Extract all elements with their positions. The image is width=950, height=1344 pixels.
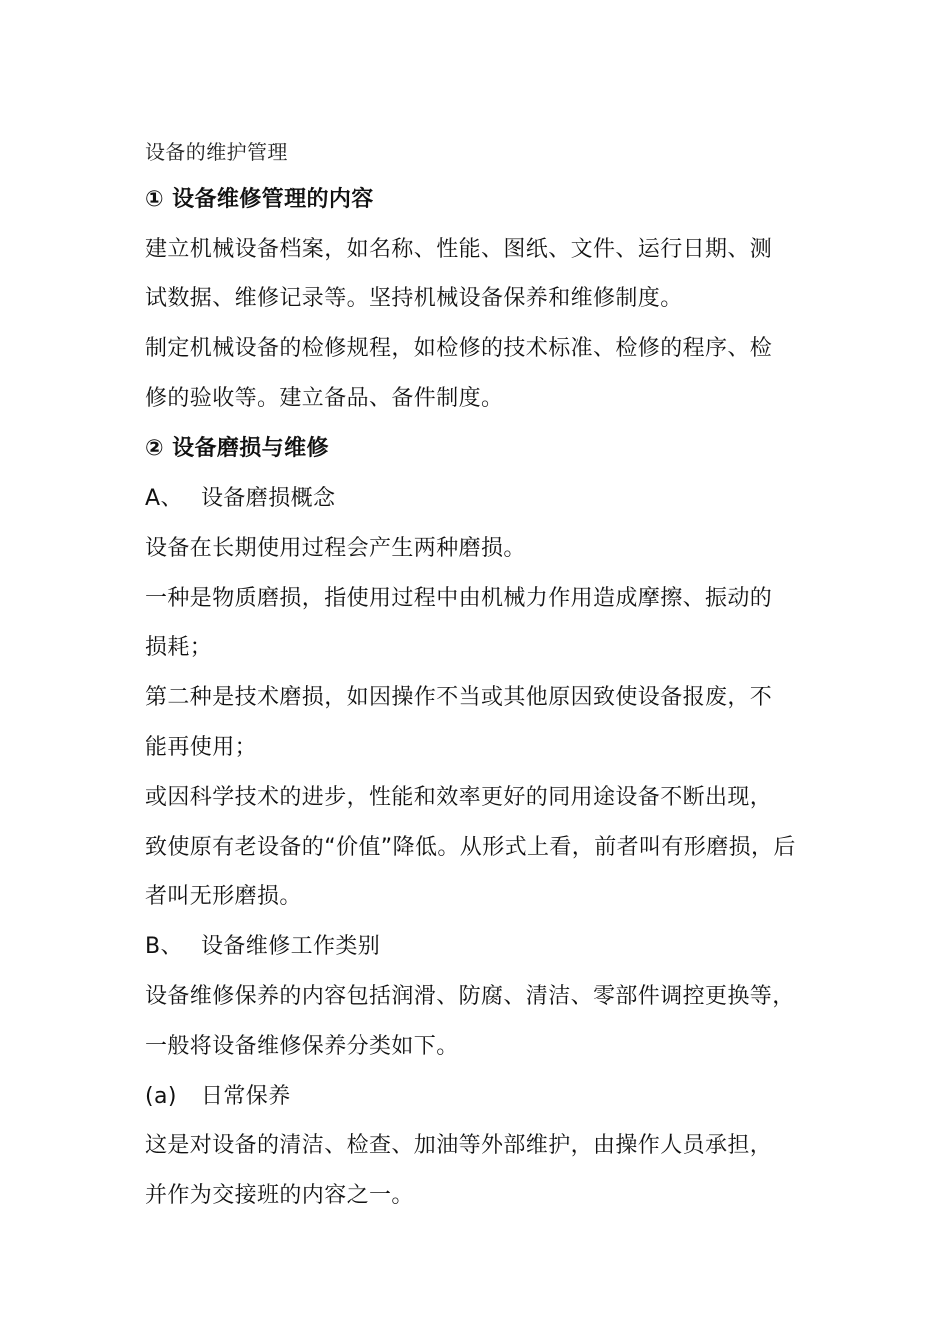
paragraph-line: 建立机械设备档案，如名称、性能、图纸、文件、运行日期、测 <box>145 237 773 262</box>
subsection-b-title: 设备维修工作类别 <box>201 934 381 959</box>
list-item-a <box>145 1082 291 1112</box>
paragraph-line: 者叫无形磨损。 <box>145 884 302 909</box>
heading-maintenance-content: ① 设备维修管理的内容 <box>145 187 374 212</box>
paragraph-line: 或因科学技术的进步，性能和效率更好的同用途设备不断出现， <box>145 785 773 810</box>
subsection-b-label: B、 <box>145 934 183 959</box>
paragraph-line: 设备维修保养的内容包括润滑、防腐、清洁、零部件调控更换等， <box>145 984 795 1009</box>
paragraph-line: 设备在长期使用过程会产生两种磨损。 <box>145 536 526 561</box>
paragraph-line: 试数据、维修记录等。坚持机械设备保养和维修制度。 <box>145 286 683 311</box>
subsection-a-label: A、 <box>145 486 183 511</box>
paragraph-line: 一般将设备维修保养分类如下。 <box>145 1034 459 1059</box>
paragraph-line: 修的验收等。建立备品、备件制度。 <box>145 386 504 411</box>
paragraph-line: 一种是物质磨损，指使用过程中由机械力作用造成摩擦、振动的 <box>145 586 773 611</box>
heading-wear-and-maintenance: ② 设备磨损与维修 <box>145 436 329 461</box>
list-item-a-title: 日常保养 <box>201 1084 291 1109</box>
document-title: 设备的维护管理 <box>145 140 288 164</box>
list-item-a-label: (a) <box>145 1084 177 1109</box>
paragraph-line: 这是对设备的清洁、检查、加油等外部维护，由操作人员承担， <box>145 1133 773 1158</box>
paragraph-line: 并作为交接班的内容之一。 <box>145 1183 414 1208</box>
paragraph-line: 能再使用； <box>145 735 258 760</box>
paragraph-line: 第二种是技术磨损，如因操作不当或其他原因致使设备报废，不 <box>145 685 773 710</box>
subsection-a-title: 设备磨损概念 <box>201 486 336 511</box>
subsection-a <box>145 484 335 514</box>
paragraph-line: 损耗； <box>145 635 213 660</box>
subsection-b <box>145 932 380 962</box>
paragraph-line: 致使原有老设备的“价值”降低。从形式上看，前者叫有形磨损，后 <box>145 835 796 860</box>
paragraph-line: 制定机械设备的检修规程，如检修的技术标准、检修的程序、检 <box>145 336 773 361</box>
